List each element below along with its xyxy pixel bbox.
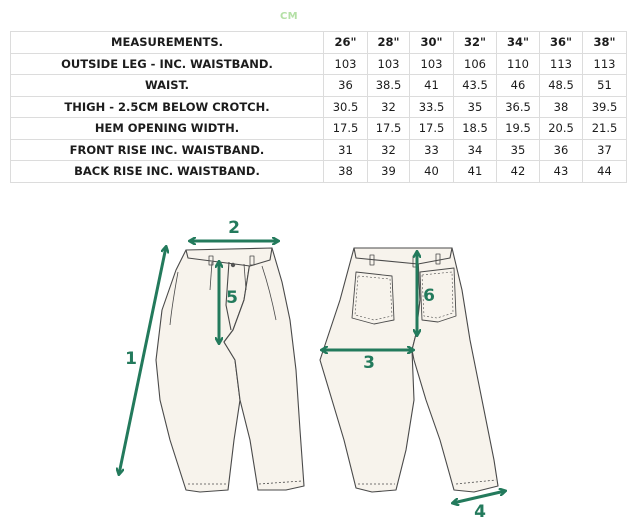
row-label: OUTSIDE LEG - INC. WAISTBAND. <box>11 53 324 75</box>
table-cell: 36 <box>540 139 583 161</box>
table-cell: 35 <box>497 139 540 161</box>
table-cell: 21.5 <box>583 118 627 140</box>
table-cell: 17.5 <box>368 118 410 140</box>
table-cell: 113 <box>583 53 627 75</box>
table-cell: 46 <box>497 75 540 97</box>
measurement-label-2: 2 <box>228 218 240 238</box>
measurement-label-4: 4 <box>474 502 486 522</box>
header-size-30: 30" <box>410 32 454 54</box>
table-cell: 44 <box>583 161 627 183</box>
table-cell: 36.5 <box>497 96 540 118</box>
table-cell: 103 <box>410 53 454 75</box>
table-cell: 31 <box>324 139 368 161</box>
header-size-34: 34" <box>497 32 540 54</box>
header-size-28: 28" <box>368 32 410 54</box>
table-cell: 41 <box>410 75 454 97</box>
table-cell: 34 <box>454 139 497 161</box>
table-cell: 32 <box>368 139 410 161</box>
table-cell: 40 <box>410 161 454 183</box>
table-cell: 41 <box>454 161 497 183</box>
table-cell: 18.5 <box>454 118 497 140</box>
table-cell: 38 <box>324 161 368 183</box>
table-cell: 37 <box>583 139 627 161</box>
measurement-label-6: 6 <box>423 286 435 306</box>
table-cell: 43 <box>540 161 583 183</box>
table-cell: 38.5 <box>368 75 410 97</box>
table-cell: 38 <box>540 96 583 118</box>
measurement-label-3: 3 <box>363 353 375 373</box>
table-cell: 32 <box>368 96 410 118</box>
measurement-label-5: 5 <box>226 288 238 308</box>
table-cell: 17.5 <box>324 118 368 140</box>
front-trousers-illustration <box>156 248 304 492</box>
table-cell: 110 <box>497 53 540 75</box>
table-cell: 39.5 <box>583 96 627 118</box>
table-cell: 30.5 <box>324 96 368 118</box>
table-cell: 103 <box>368 53 410 75</box>
table-cell: 103 <box>324 53 368 75</box>
table-cell: 51 <box>583 75 627 97</box>
table-cell: 19.5 <box>497 118 540 140</box>
table-cell: 33.5 <box>410 96 454 118</box>
table-cell: 17.5 <box>410 118 454 140</box>
table-cell: 36 <box>324 75 368 97</box>
header-size-38: 38" <box>583 32 627 54</box>
row-label: FRONT RISE INC. WAISTBAND. <box>11 139 324 161</box>
header-size-26: 26" <box>324 32 368 54</box>
table-cell: 106 <box>454 53 497 75</box>
unit-tab-cm[interactable]: CM <box>280 11 298 22</box>
row-label: BACK RISE INC. WAISTBAND. <box>11 161 324 183</box>
row-label: WAIST. <box>11 75 324 97</box>
measurement-label-1: 1 <box>125 349 137 369</box>
table-cell: 42 <box>497 161 540 183</box>
table-cell: 20.5 <box>540 118 583 140</box>
table-cell: 48.5 <box>540 75 583 97</box>
header-size-36: 36" <box>540 32 583 54</box>
table-cell: 39 <box>368 161 410 183</box>
table-cell: 43.5 <box>454 75 497 97</box>
row-label: HEM OPENING WIDTH. <box>11 118 324 140</box>
table-cell: 33 <box>410 139 454 161</box>
header-size-32: 32" <box>454 32 497 54</box>
table-cell: 35 <box>454 96 497 118</box>
table-cell: 113 <box>540 53 583 75</box>
header-measurements: MEASUREMENTS. <box>11 32 324 54</box>
back-trousers-illustration <box>320 248 498 492</box>
row-label: THIGH - 2.5CM BELOW CROTCH. <box>11 96 324 118</box>
